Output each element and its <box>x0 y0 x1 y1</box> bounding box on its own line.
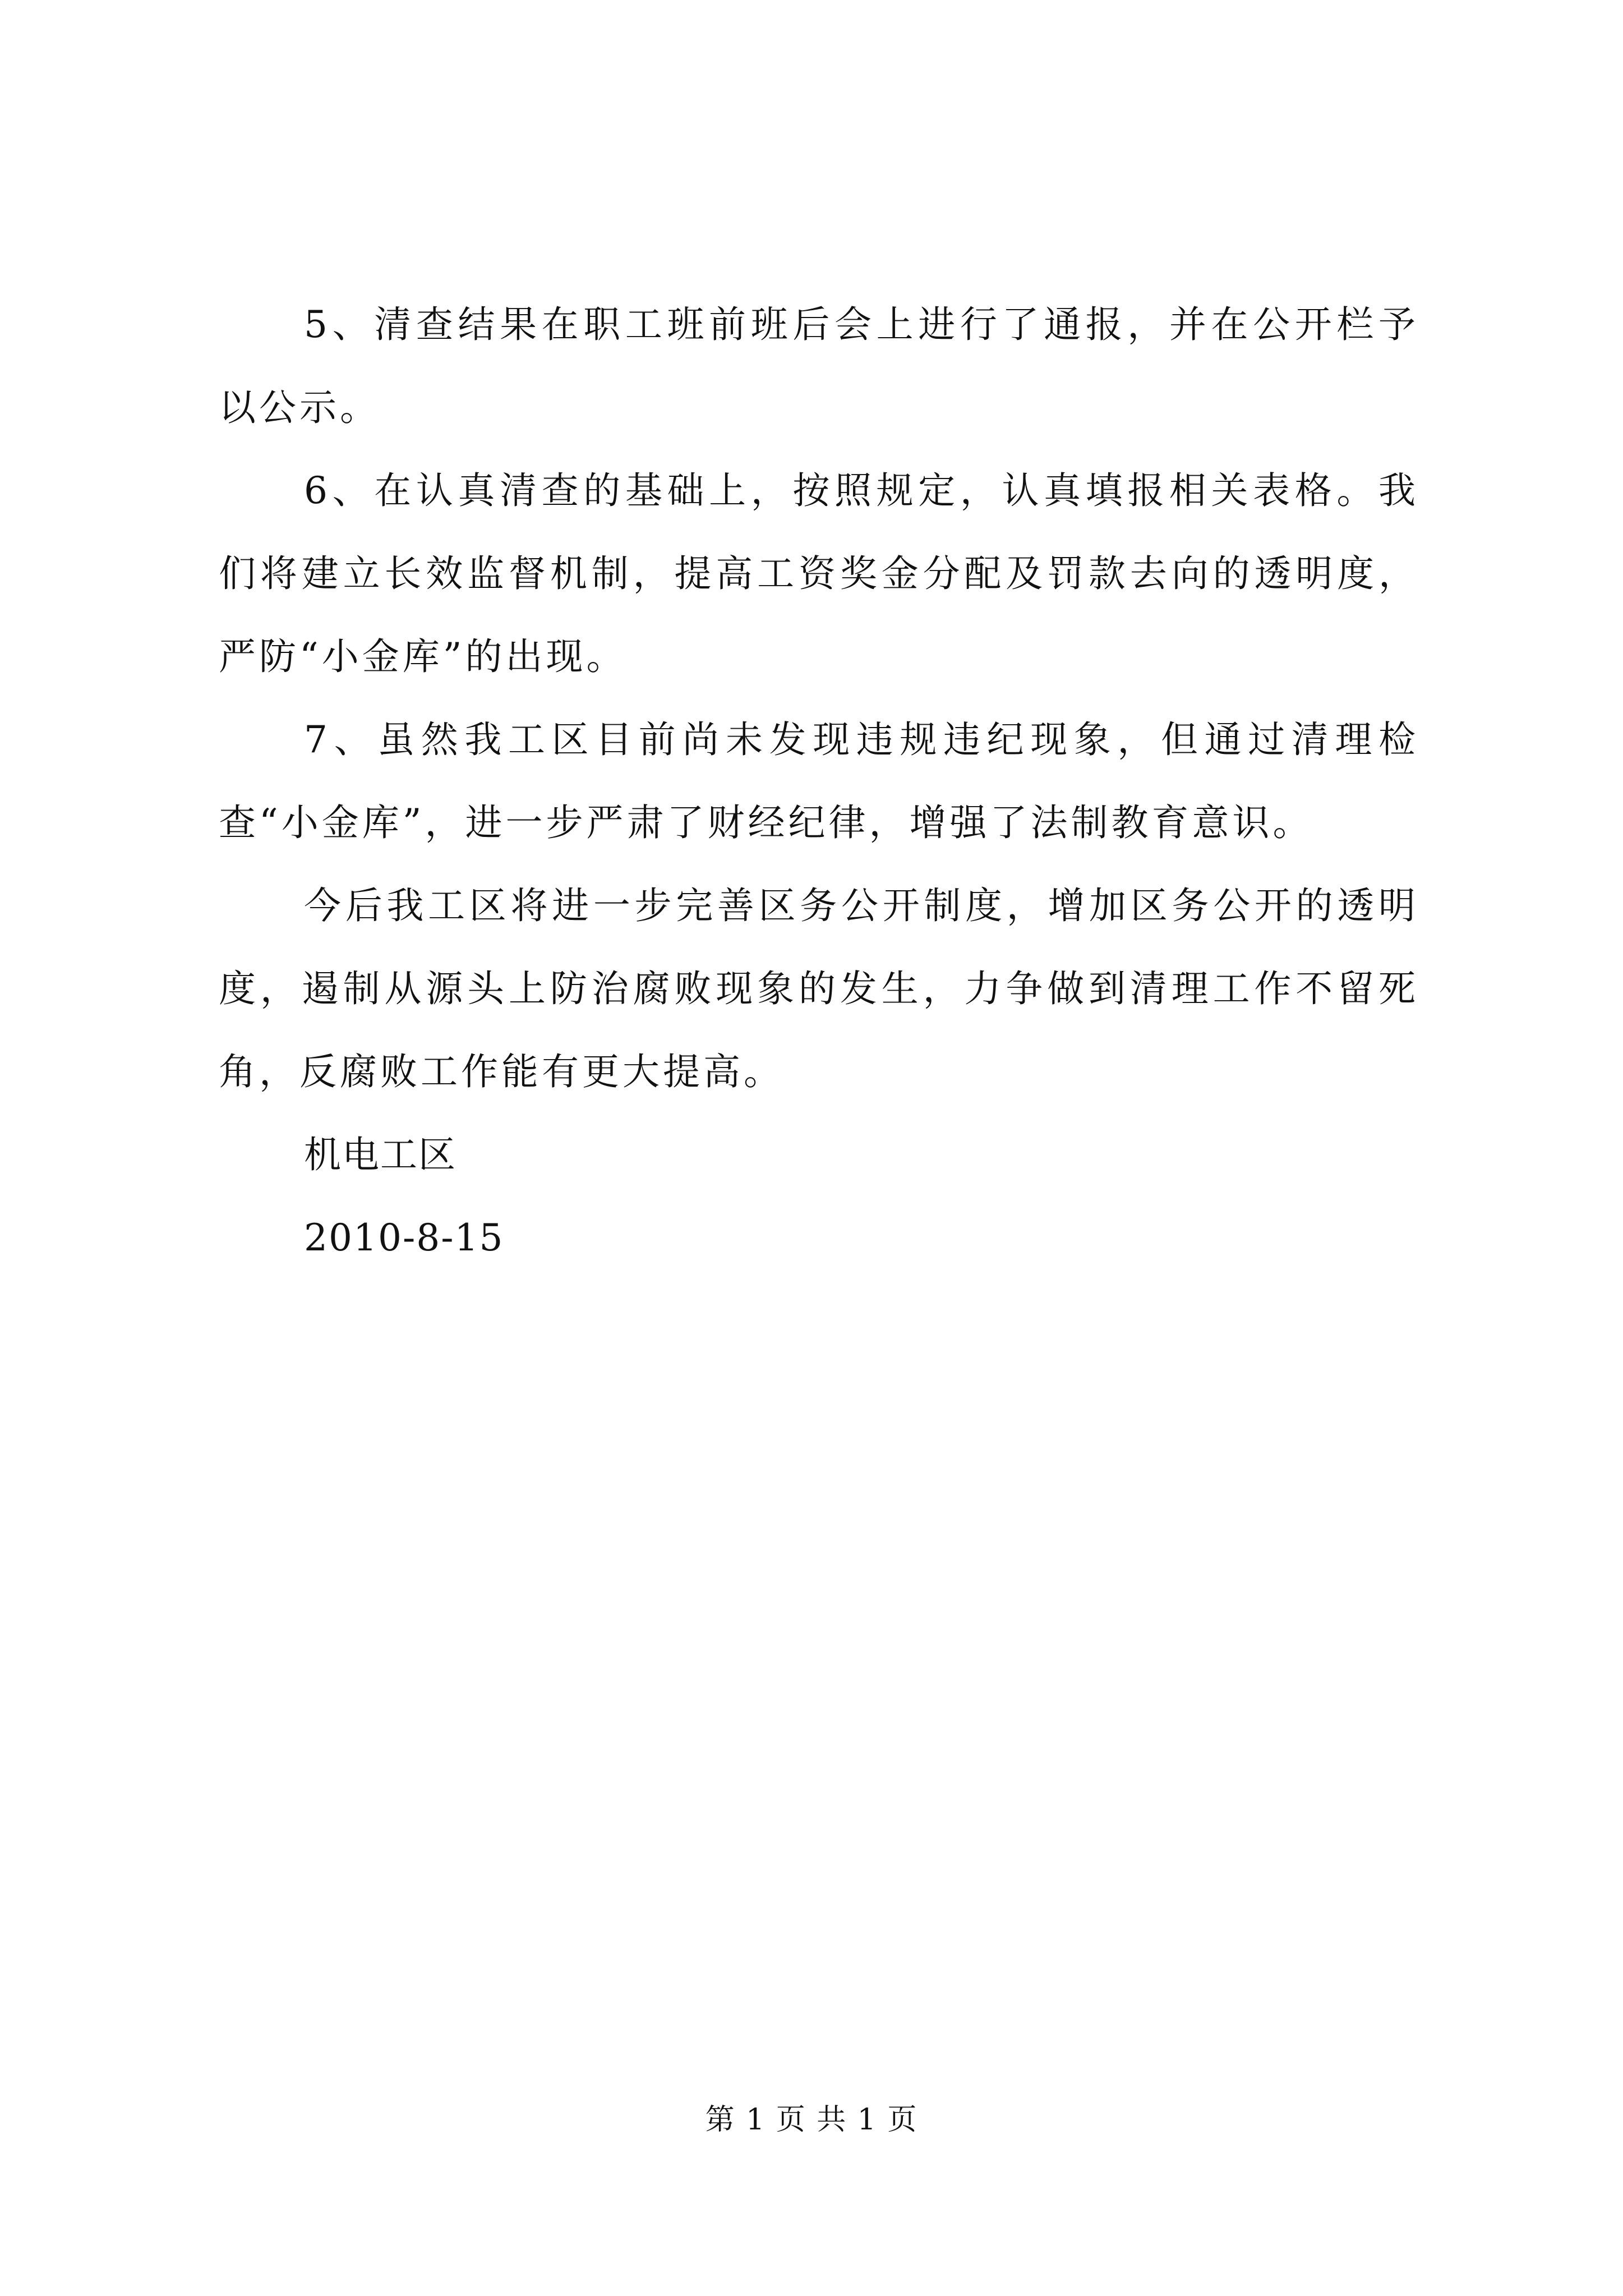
signature-date: 2010-8-15 <box>304 1216 504 1259</box>
document-body <box>219 283 1419 1280</box>
paragraph-item-6: 6、在认真清查的基础上，按照规定，认真填报相关表格。我们将建立长效监督机制，提高工资奖金分配及罚款去向的透明度，严防“小金库”的出现。 <box>219 469 1419 678</box>
page-number: 第 1 页 共 1 页 <box>705 2103 918 2137</box>
paragraph-item-7: 7、虽然我工区目前尚未发现违规违纪现象，但通过清理检查“小金库”，进一步严肃了财经纪律，增强了法制教育意识。 <box>219 718 1419 844</box>
signature-unit: 机电工区 <box>304 1133 457 1176</box>
paragraph-conclusion: 今后我工区将进一步完善区务公开制度，增加区务公开的透明度，遏制从源头上防治腐败现象的发生，力争做到清理工作不留死角，反腐败工作能有更大提高。 <box>219 884 1419 1093</box>
page-footer <box>0 2100 1623 2139</box>
paragraph-item-5: 5、清查结果在职工班前班后会上进行了通报，并在公开栏予以公示。 <box>219 303 1419 429</box>
